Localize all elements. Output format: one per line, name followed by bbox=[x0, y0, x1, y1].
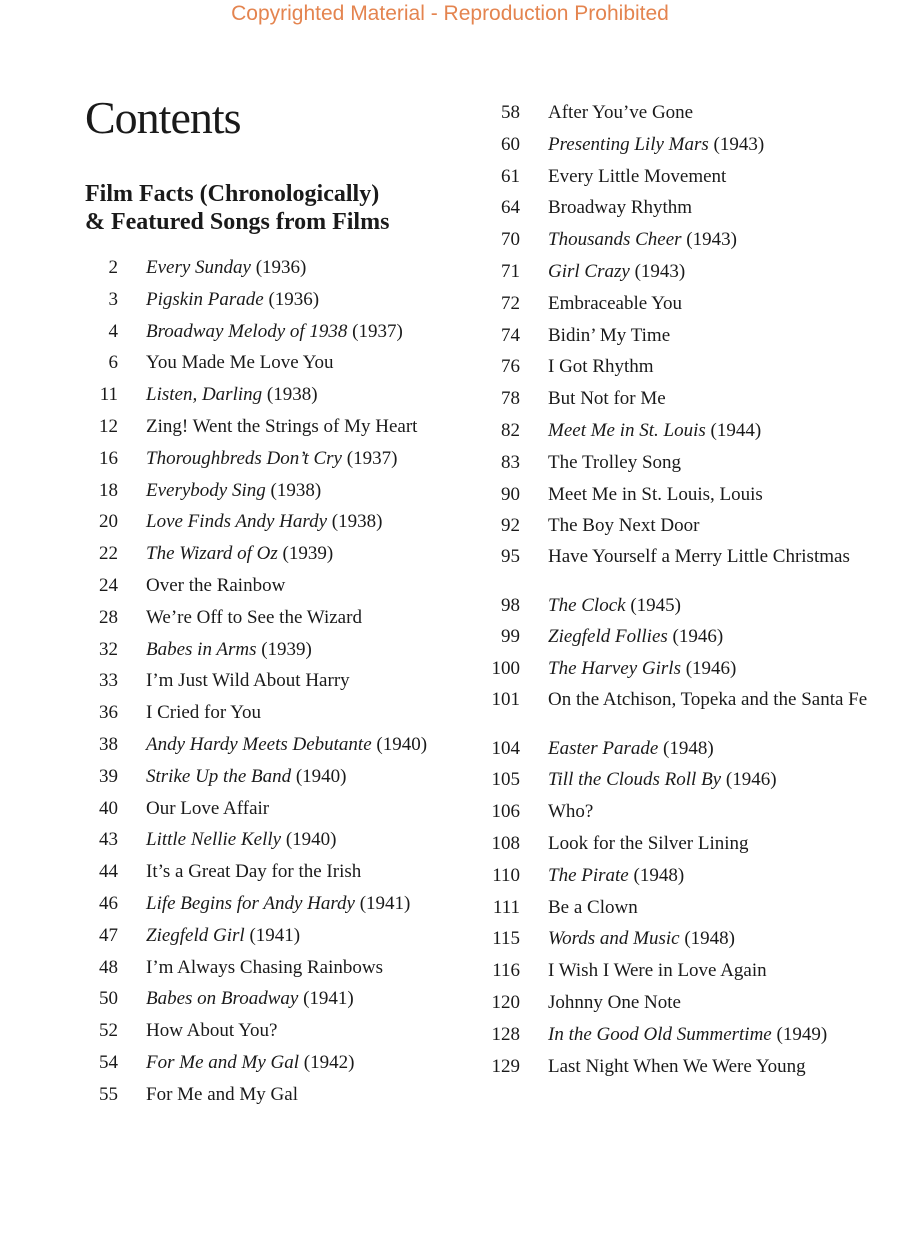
film-year: (1940) bbox=[281, 829, 337, 851]
film-entry bbox=[146, 543, 475, 564]
film-entry bbox=[548, 1024, 885, 1045]
film-title: Words and Music bbox=[548, 928, 680, 950]
page-number: 36 bbox=[99, 702, 118, 724]
song-title: Have Yourself a Merry Little Christmas bbox=[548, 546, 850, 568]
film-year: (1949) bbox=[771, 1023, 828, 1045]
film-title: Till the Clouds Roll By bbox=[548, 769, 722, 791]
contents-entry bbox=[85, 511, 475, 543]
page-number: 74 bbox=[501, 324, 520, 346]
contents-entry bbox=[485, 738, 885, 770]
film-entry bbox=[548, 928, 885, 949]
page-number: 78 bbox=[501, 388, 520, 410]
page-number: 38 bbox=[99, 733, 118, 755]
song-title: Our Love Affair bbox=[146, 797, 270, 819]
film-year: (1938) bbox=[262, 384, 318, 406]
song-title: Johnny One Note bbox=[548, 991, 681, 1013]
film-year: (1948) bbox=[628, 864, 685, 886]
film-title: Strike Up the Band bbox=[146, 765, 292, 787]
page-number: 24 bbox=[99, 574, 118, 596]
page-number: 44 bbox=[99, 861, 118, 883]
song-title: We’re Off to See the Wizard bbox=[146, 606, 362, 628]
page-number: 61 bbox=[501, 165, 520, 187]
film-title: The Harvey Girls bbox=[548, 658, 681, 680]
contents-entry bbox=[485, 928, 885, 960]
contents-entry bbox=[485, 102, 885, 134]
page-number: 70 bbox=[501, 229, 520, 251]
page-number: 105 bbox=[491, 769, 520, 791]
film-title: Easter Parade bbox=[548, 737, 659, 759]
song-title: You Made Me Love You bbox=[146, 352, 334, 374]
song-title: The Trolley Song bbox=[548, 451, 682, 473]
page-number: 100 bbox=[491, 658, 520, 680]
contents-entry bbox=[485, 690, 885, 738]
section-heading bbox=[85, 180, 475, 236]
contents-entry bbox=[85, 861, 475, 893]
page-number: 3 bbox=[108, 288, 118, 310]
contents-entry bbox=[485, 388, 885, 420]
page-number: 33 bbox=[99, 670, 118, 692]
film-title: Little Nellie Kelly bbox=[146, 829, 282, 851]
contents-entry bbox=[85, 1052, 475, 1084]
film-year: (1943) bbox=[629, 260, 686, 282]
film-year: (1946) bbox=[721, 769, 777, 791]
film-entry bbox=[548, 261, 885, 282]
song-title: Who? bbox=[548, 801, 594, 823]
film-entry bbox=[146, 734, 475, 755]
page-number: 92 bbox=[501, 515, 520, 537]
page-number: 12 bbox=[99, 415, 118, 437]
contents-entry bbox=[85, 957, 475, 989]
film-title: Ziegfeld Girl bbox=[146, 924, 245, 946]
film-entry bbox=[548, 134, 885, 155]
contents-entry bbox=[485, 356, 885, 388]
contents-entry bbox=[485, 197, 885, 229]
page-number: 111 bbox=[492, 896, 520, 918]
film-year: (1942) bbox=[299, 1051, 355, 1073]
film-year: (1939) bbox=[256, 638, 312, 660]
contents-entry bbox=[85, 670, 475, 702]
contents-entry bbox=[485, 801, 885, 833]
film-title: Thousands Cheer bbox=[548, 229, 682, 251]
page-number: 20 bbox=[99, 511, 118, 533]
film-year: (1936) bbox=[263, 288, 320, 310]
contents-entry bbox=[85, 384, 475, 416]
page-number: 106 bbox=[491, 801, 520, 823]
film-entry bbox=[548, 658, 885, 679]
song-title: Over the Rainbow bbox=[146, 574, 286, 596]
contents-entry bbox=[485, 293, 885, 325]
film-entry bbox=[146, 511, 475, 532]
film-entry bbox=[146, 893, 475, 914]
copyright-banner: Copyrighted Material - Reproduction Prohibited bbox=[231, 2, 669, 25]
film-title: For Me and My Gal bbox=[146, 1051, 300, 1073]
contents-entry bbox=[485, 229, 885, 261]
film-entry bbox=[146, 829, 475, 850]
page-number: 71 bbox=[501, 260, 520, 282]
song-title: On the Atchison, Topeka and the Santa Fe bbox=[548, 689, 868, 711]
page-number: 76 bbox=[501, 356, 520, 378]
contents-entry bbox=[85, 734, 475, 766]
song-title: Broadway Rhythm bbox=[548, 197, 693, 219]
contents-entry bbox=[485, 1056, 885, 1088]
contents-entry bbox=[85, 448, 475, 480]
song-title: For Me and My Gal bbox=[146, 1083, 298, 1105]
contents-entry bbox=[85, 607, 475, 639]
contents-entry bbox=[485, 134, 885, 166]
film-title: Broadway Melody of 1938 bbox=[146, 320, 348, 342]
song-title: I Wish I Were in Love Again bbox=[548, 960, 767, 982]
page-number: 110 bbox=[492, 864, 520, 886]
film-title: Every Sunday bbox=[146, 257, 251, 278]
contents-entry bbox=[485, 897, 885, 929]
film-entry bbox=[548, 769, 885, 790]
page-number: 108 bbox=[491, 832, 520, 854]
film-year: (1941) bbox=[354, 892, 411, 914]
page-number: 54 bbox=[99, 1051, 118, 1073]
song-title: Look for the Silver Lining bbox=[548, 832, 749, 854]
film-entry bbox=[146, 257, 475, 278]
contents-entry bbox=[485, 515, 885, 547]
song-title: After You’ve Gone bbox=[548, 102, 694, 123]
film-title: The Wizard of Oz bbox=[146, 543, 278, 565]
contents-entry bbox=[85, 702, 475, 734]
contents-column-left bbox=[85, 257, 475, 1116]
song-title: Bidin’ My Time bbox=[548, 324, 671, 346]
contents-entry bbox=[85, 829, 475, 861]
page-number: 6 bbox=[108, 352, 118, 374]
film-title: Life Begins for Andy Hardy bbox=[146, 892, 355, 914]
film-title: Babes on Broadway bbox=[146, 988, 299, 1010]
film-year: (1948) bbox=[658, 737, 714, 759]
section-heading-line-2: & Featured Songs from Films bbox=[85, 209, 390, 235]
film-entry bbox=[548, 738, 885, 759]
contents-entry bbox=[85, 798, 475, 830]
song-title: Be a Clown bbox=[548, 896, 638, 918]
film-title: The Clock bbox=[548, 594, 626, 616]
contents-entry bbox=[85, 352, 475, 384]
page-number: 11 bbox=[99, 384, 118, 406]
contents-entry bbox=[485, 325, 885, 357]
film-year: (1940) bbox=[291, 765, 347, 787]
contents-entry bbox=[85, 639, 475, 671]
song-title: It’s a Great Day for the Irish bbox=[146, 861, 362, 883]
film-year: (1941) bbox=[244, 924, 301, 946]
page-number: 2 bbox=[108, 257, 118, 278]
page-number: 50 bbox=[99, 988, 118, 1010]
film-entry bbox=[146, 925, 475, 946]
page-number: 104 bbox=[491, 737, 520, 759]
film-title: Meet Me in St. Louis bbox=[548, 419, 706, 441]
page-number: 116 bbox=[492, 960, 520, 982]
page-number: 60 bbox=[501, 133, 520, 155]
film-entry bbox=[548, 626, 885, 647]
song-title: Embraceable You bbox=[548, 292, 683, 314]
page-number: 90 bbox=[501, 483, 520, 505]
section-heading-line-1: Film Facts (Chronologically) bbox=[85, 181, 380, 207]
page-title: Contents bbox=[85, 92, 241, 143]
film-entry bbox=[146, 448, 475, 469]
page-number: 98 bbox=[501, 594, 520, 616]
contents-entry bbox=[85, 289, 475, 321]
film-entry bbox=[548, 865, 885, 886]
song-title: Every Little Movement bbox=[548, 165, 727, 187]
film-title: The Pirate bbox=[548, 864, 629, 886]
film-title: In the Good Old Summertime bbox=[548, 1023, 772, 1045]
film-year: (1941) bbox=[298, 988, 354, 1010]
song-title: I Got Rhythm bbox=[548, 356, 654, 378]
page-number: 129 bbox=[491, 1055, 520, 1077]
contents-entry bbox=[85, 416, 475, 448]
film-title: Thoroughbreds Don’t Cry bbox=[146, 447, 342, 469]
film-entry bbox=[548, 420, 885, 441]
page-number: 52 bbox=[99, 1020, 118, 1042]
contents-entry bbox=[85, 988, 475, 1020]
page-number: 95 bbox=[501, 546, 520, 568]
film-entry bbox=[146, 766, 475, 787]
film-entry bbox=[146, 480, 475, 501]
film-title: Presenting Lily Mars bbox=[548, 133, 709, 155]
page-number: 120 bbox=[491, 991, 520, 1013]
film-title: Everybody Sing bbox=[146, 479, 266, 501]
page-number: 115 bbox=[492, 928, 520, 950]
contents-entry bbox=[485, 595, 885, 627]
contents-entry bbox=[485, 992, 885, 1024]
page-number: 128 bbox=[491, 1023, 520, 1045]
song-title: I’m Always Chasing Rainbows bbox=[146, 956, 383, 978]
page-number: 46 bbox=[99, 892, 118, 914]
song-title: I Cried for You bbox=[146, 702, 262, 724]
contents-entry bbox=[485, 452, 885, 484]
film-entry bbox=[146, 289, 475, 310]
contents-entry bbox=[485, 484, 885, 516]
film-year: (1939) bbox=[277, 543, 334, 565]
film-year: (1948) bbox=[679, 928, 736, 950]
contents-entry bbox=[85, 925, 475, 957]
song-title: I’m Just Wild About Harry bbox=[146, 670, 350, 692]
film-entry bbox=[146, 988, 475, 1009]
contents-entry bbox=[85, 1020, 475, 1052]
page-number: 48 bbox=[99, 956, 118, 978]
film-year: (1938) bbox=[327, 511, 383, 533]
page-number: 58 bbox=[501, 102, 520, 123]
contents-column-right bbox=[485, 102, 885, 1087]
song-title: Meet Me in St. Louis, Louis bbox=[548, 483, 763, 505]
contents-entry bbox=[485, 420, 885, 452]
film-title: Listen, Darling bbox=[146, 384, 263, 406]
film-year: (1946) bbox=[667, 626, 724, 648]
film-title: Ziegfeld Follies bbox=[548, 626, 668, 648]
film-year: (1937) bbox=[347, 320, 403, 342]
page-number: 72 bbox=[501, 292, 520, 314]
contents-entry bbox=[485, 1024, 885, 1056]
film-title: Babes in Arms bbox=[146, 638, 257, 660]
film-title: Girl Crazy bbox=[548, 260, 630, 282]
contents-entry bbox=[85, 575, 475, 607]
contents-entry bbox=[485, 166, 885, 198]
contents-entry bbox=[85, 257, 475, 289]
contents-entry bbox=[85, 480, 475, 512]
song-title: Last Night When We Were Young bbox=[548, 1055, 806, 1077]
page-number: 47 bbox=[99, 924, 118, 946]
song-title: Zing! Went the Strings of My Heart bbox=[146, 415, 418, 437]
film-year: (1943) bbox=[708, 133, 765, 155]
page-number: 101 bbox=[491, 689, 520, 711]
song-title: But Not for Me bbox=[548, 388, 666, 410]
film-entry bbox=[548, 595, 885, 616]
song-title: The Boy Next Door bbox=[548, 515, 700, 537]
contents-entry bbox=[85, 1084, 475, 1116]
page-number: 40 bbox=[99, 797, 118, 819]
film-entry bbox=[146, 1052, 475, 1073]
contents-entry bbox=[485, 261, 885, 293]
page-number: 4 bbox=[108, 320, 118, 342]
page-number: 16 bbox=[99, 447, 118, 469]
contents-entry bbox=[485, 960, 885, 992]
contents-entry bbox=[85, 766, 475, 798]
film-entry bbox=[146, 384, 475, 405]
page-number: 28 bbox=[99, 606, 118, 628]
contents-entry bbox=[485, 658, 885, 690]
page-number: 18 bbox=[99, 479, 118, 501]
page-number: 99 bbox=[501, 626, 520, 648]
contents-entry bbox=[485, 769, 885, 801]
contents-entry bbox=[85, 321, 475, 353]
film-entry bbox=[146, 321, 475, 342]
page-number: 83 bbox=[501, 451, 520, 473]
contents-entry bbox=[485, 865, 885, 897]
contents-entry bbox=[485, 833, 885, 865]
page-number: 22 bbox=[99, 543, 118, 565]
film-entry bbox=[548, 229, 885, 250]
film-year: (1940) bbox=[371, 733, 428, 755]
film-year: (1936) bbox=[250, 257, 307, 278]
film-title: Andy Hardy Meets Debutante bbox=[146, 733, 372, 755]
contents-entry bbox=[485, 626, 885, 658]
page-number: 55 bbox=[99, 1083, 118, 1105]
film-year: (1938) bbox=[265, 479, 322, 501]
page-number: 64 bbox=[501, 197, 520, 219]
film-title: Love Finds Andy Hardy bbox=[146, 511, 328, 533]
film-year: (1944) bbox=[705, 419, 762, 441]
contents-entry bbox=[85, 543, 475, 575]
film-year: (1937) bbox=[342, 447, 398, 469]
page-number: 39 bbox=[99, 765, 118, 787]
film-year: (1943) bbox=[681, 229, 737, 251]
page-number: 32 bbox=[99, 638, 118, 660]
contents-entry bbox=[85, 893, 475, 925]
film-year: (1945) bbox=[625, 594, 681, 616]
film-year: (1946) bbox=[680, 658, 737, 680]
film-entry bbox=[146, 639, 475, 660]
page-number: 43 bbox=[99, 829, 118, 851]
contents-entry bbox=[485, 547, 885, 595]
film-title: Pigskin Parade bbox=[146, 288, 264, 310]
song-title: How About You? bbox=[146, 1020, 278, 1042]
page-number: 82 bbox=[501, 419, 520, 441]
